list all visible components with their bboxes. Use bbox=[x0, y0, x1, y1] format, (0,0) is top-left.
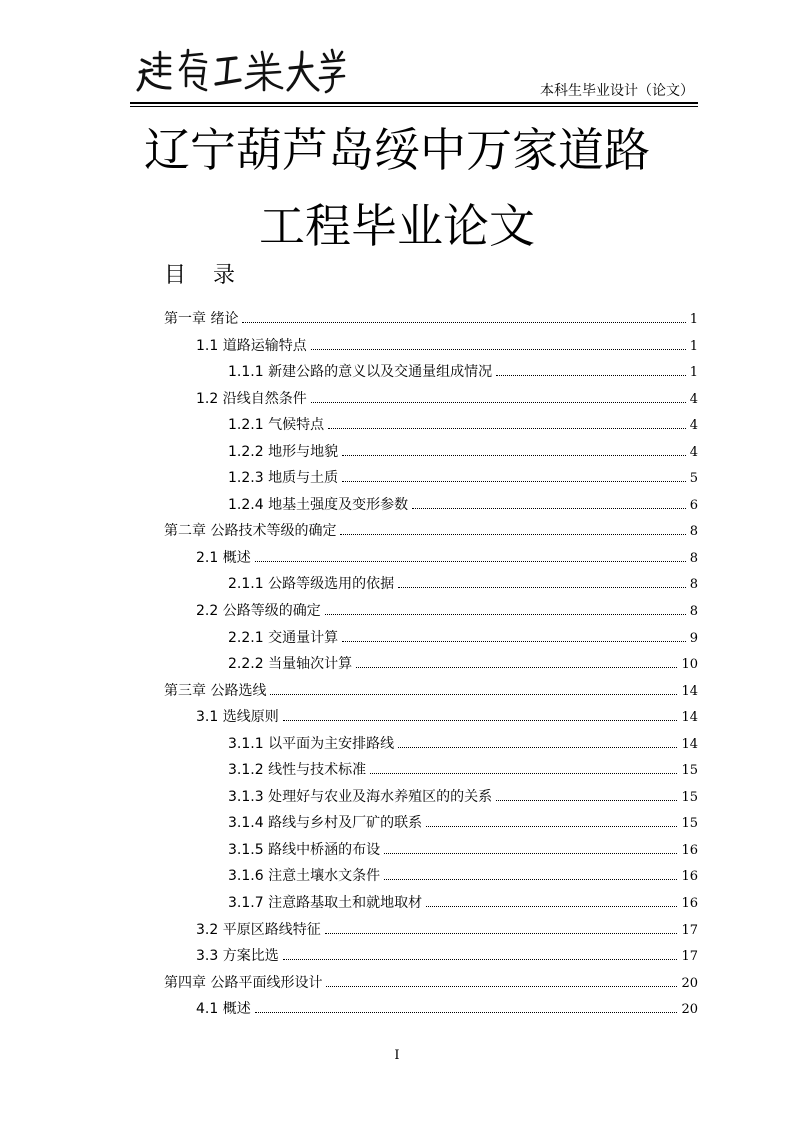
toc-entry[interactable] bbox=[164, 465, 698, 492]
toc-entry-page: 16 bbox=[681, 869, 698, 885]
toc-leader-dots bbox=[398, 737, 677, 748]
toc-leader-dots bbox=[311, 339, 686, 350]
toc-entry[interactable] bbox=[164, 625, 698, 652]
toc-leader-dots bbox=[325, 923, 678, 934]
toc-entry-page: 1 bbox=[689, 312, 698, 327]
toc-leader-dots bbox=[398, 577, 686, 588]
toc-entry-page: 15 bbox=[681, 763, 698, 779]
toc-entry-label: 1.1 道路运输特点 bbox=[196, 337, 307, 354]
toc-entry-label: 2.2.2 当量轴次计算 bbox=[228, 656, 353, 673]
page-number: I bbox=[394, 1048, 400, 1063]
header-rule-thin bbox=[130, 106, 698, 107]
calligraphy-logo-icon bbox=[136, 46, 346, 96]
toc-entry[interactable] bbox=[164, 970, 698, 997]
toc-entry-page: 1 bbox=[689, 338, 698, 354]
toc-entry[interactable] bbox=[164, 386, 698, 413]
toc-leader-dots bbox=[326, 976, 677, 987]
toc-entry-page: 8 bbox=[689, 577, 698, 593]
toc-entry-page: 14 bbox=[681, 710, 698, 726]
toc-leader-dots bbox=[426, 896, 677, 907]
toc-entry-page: 4 bbox=[689, 418, 698, 434]
toc-entry-page: 20 bbox=[681, 975, 698, 991]
toc-entry-label: 3.1 选线原则 bbox=[196, 709, 279, 726]
title-line-2: 工程毕业论文 bbox=[259, 199, 535, 253]
toc-entry-label: 第四章 公路平面线形设计 bbox=[164, 974, 323, 991]
toc-entry-page: 4 bbox=[689, 391, 698, 407]
toc-entry-label: 1.2.2 地形与地貌 bbox=[228, 443, 339, 460]
toc-entry-page: 8 bbox=[689, 604, 698, 620]
toc-entry[interactable] bbox=[164, 492, 698, 519]
toc-entry-page: 8 bbox=[689, 524, 698, 540]
toc-entry-page: 8 bbox=[689, 550, 698, 566]
toc-entry[interactable] bbox=[164, 784, 698, 811]
toc-entry[interactable] bbox=[164, 545, 698, 572]
toc-entry-page: 16 bbox=[681, 842, 698, 858]
toc-entry[interactable] bbox=[164, 518, 698, 545]
toc-entry-label: 3.2 平原区路线特征 bbox=[196, 921, 321, 938]
toc-entry-page: 15 bbox=[681, 816, 698, 832]
toc-entry[interactable] bbox=[164, 996, 698, 1023]
toc-leader-dots bbox=[325, 604, 686, 615]
toc-entry-label: 第二章 公路技术等级的确定 bbox=[164, 523, 337, 540]
toc-entry-page: 14 bbox=[681, 736, 698, 752]
toc-entry-label: 2.2 公路等级的确定 bbox=[196, 603, 321, 620]
title-line-1: 辽宁葫芦岛绥中万家道路 bbox=[144, 123, 650, 177]
toc-entry-page: 16 bbox=[681, 896, 698, 912]
toc-leader-dots bbox=[255, 1002, 678, 1013]
toc-entry[interactable] bbox=[164, 306, 698, 333]
toc-entry[interactable] bbox=[164, 678, 698, 705]
toc-entry[interactable] bbox=[164, 359, 698, 386]
toc-entry-label: 第一章 绪论 bbox=[164, 311, 239, 327]
toc-entry-label: 3.1.7 注意路基取土和就地取材 bbox=[228, 895, 423, 912]
toc-leader-dots bbox=[356, 657, 677, 668]
toc-entry-label: 1.2.4 地基土强度及变形参数 bbox=[228, 496, 409, 513]
toc-entry-page: 17 bbox=[681, 949, 698, 965]
table-of-contents bbox=[164, 306, 698, 1023]
toc-entry-label: 2.1.1 公路等级选用的依据 bbox=[228, 576, 395, 593]
toc-leader-dots bbox=[340, 524, 685, 535]
toc-leader-dots bbox=[255, 551, 686, 562]
toc-entry-label: 第三章 公路选线 bbox=[164, 682, 267, 699]
header-rule bbox=[130, 102, 698, 104]
toc-entry-label: 1.2.1 气候特点 bbox=[228, 417, 325, 434]
toc-entry[interactable] bbox=[164, 810, 698, 837]
toc-leader-dots bbox=[496, 365, 686, 376]
toc-entry[interactable] bbox=[164, 757, 698, 784]
toc-entry[interactable] bbox=[164, 571, 698, 598]
toc-entry-label: 2.2.1 交通量计算 bbox=[228, 629, 339, 646]
toc-leader-dots bbox=[370, 763, 677, 774]
toc-entry-label: 3.1.4 路线与乡村及厂矿的联系 bbox=[228, 815, 423, 832]
toc-leader-dots bbox=[328, 418, 686, 429]
toc-leader-dots bbox=[283, 949, 678, 960]
toc-entry-page: 17 bbox=[681, 922, 698, 938]
toc-entry-label: 3.1.2 线性与技术标准 bbox=[228, 762, 367, 779]
header-label: 本科生毕业设计（论文） bbox=[540, 83, 694, 99]
toc-entry-label: 2.1 概述 bbox=[196, 549, 251, 566]
toc-entry[interactable] bbox=[164, 439, 698, 466]
toc-leader-dots bbox=[384, 869, 677, 880]
toc-leader-dots bbox=[270, 684, 677, 695]
toc-leader-dots bbox=[426, 816, 677, 827]
toc-entry-label: 1.2 沿线自然条件 bbox=[196, 390, 307, 407]
toc-leader-dots bbox=[342, 445, 686, 456]
toc-entry[interactable] bbox=[164, 412, 698, 439]
toc-entry-page: 4 bbox=[689, 444, 698, 460]
toc-entry-page: 15 bbox=[681, 789, 698, 805]
toc-leader-dots bbox=[311, 392, 686, 403]
toc-entry-label: 3.1.1 以平面为主安排路线 bbox=[228, 735, 395, 752]
toc-entry[interactable] bbox=[164, 704, 698, 731]
toc-entry[interactable] bbox=[164, 837, 698, 864]
toc-entry-label: 4.1 概述 bbox=[196, 1001, 251, 1018]
toc-entry[interactable] bbox=[164, 890, 698, 917]
toc-leader-dots bbox=[384, 843, 677, 854]
toc-entry[interactable] bbox=[164, 598, 698, 625]
toc-entry-label: 3.1.3 处理好与农业及海水养殖区的的关系 bbox=[228, 788, 493, 805]
toc-entry-page: 6 bbox=[689, 497, 698, 513]
toc-leader-dots bbox=[496, 790, 677, 801]
university-logo bbox=[136, 46, 346, 96]
toc-leader-dots bbox=[242, 312, 685, 323]
toc-entry-page: 1 bbox=[689, 365, 698, 381]
toc-entry-page: 20 bbox=[681, 1002, 698, 1018]
toc-entry-label: 1.2.3 地质与土质 bbox=[228, 470, 339, 487]
toc-entry-label: 3.1.6 注意土壤水文条件 bbox=[228, 868, 381, 885]
toc-entry-label: 1.1.1 新建公路的意义以及交通量组成情况 bbox=[228, 364, 493, 381]
toc-entry-page: 5 bbox=[689, 471, 698, 487]
toc-entry[interactable] bbox=[164, 863, 698, 890]
toc-entry-label: 3.1.5 路线中桥涵的布设 bbox=[228, 841, 381, 858]
toc-entry-label: 3.3 方案比选 bbox=[196, 948, 279, 965]
toc-entry[interactable] bbox=[164, 333, 698, 360]
toc-entry-page: 14 bbox=[681, 683, 698, 699]
toc-entry-page: 9 bbox=[689, 630, 698, 646]
toc-entry-page: 10 bbox=[681, 657, 698, 673]
toc-entry[interactable] bbox=[164, 943, 698, 970]
toc-leader-dots bbox=[342, 471, 686, 482]
toc-leader-dots bbox=[342, 631, 686, 642]
toc-entry[interactable] bbox=[164, 731, 698, 758]
toc-entry[interactable] bbox=[164, 651, 698, 678]
toc-heading: 目 录 bbox=[164, 263, 245, 288]
document-title bbox=[0, 112, 794, 264]
toc-entry[interactable] bbox=[164, 917, 698, 944]
toc-leader-dots bbox=[283, 710, 678, 721]
toc-leader-dots bbox=[412, 498, 686, 509]
